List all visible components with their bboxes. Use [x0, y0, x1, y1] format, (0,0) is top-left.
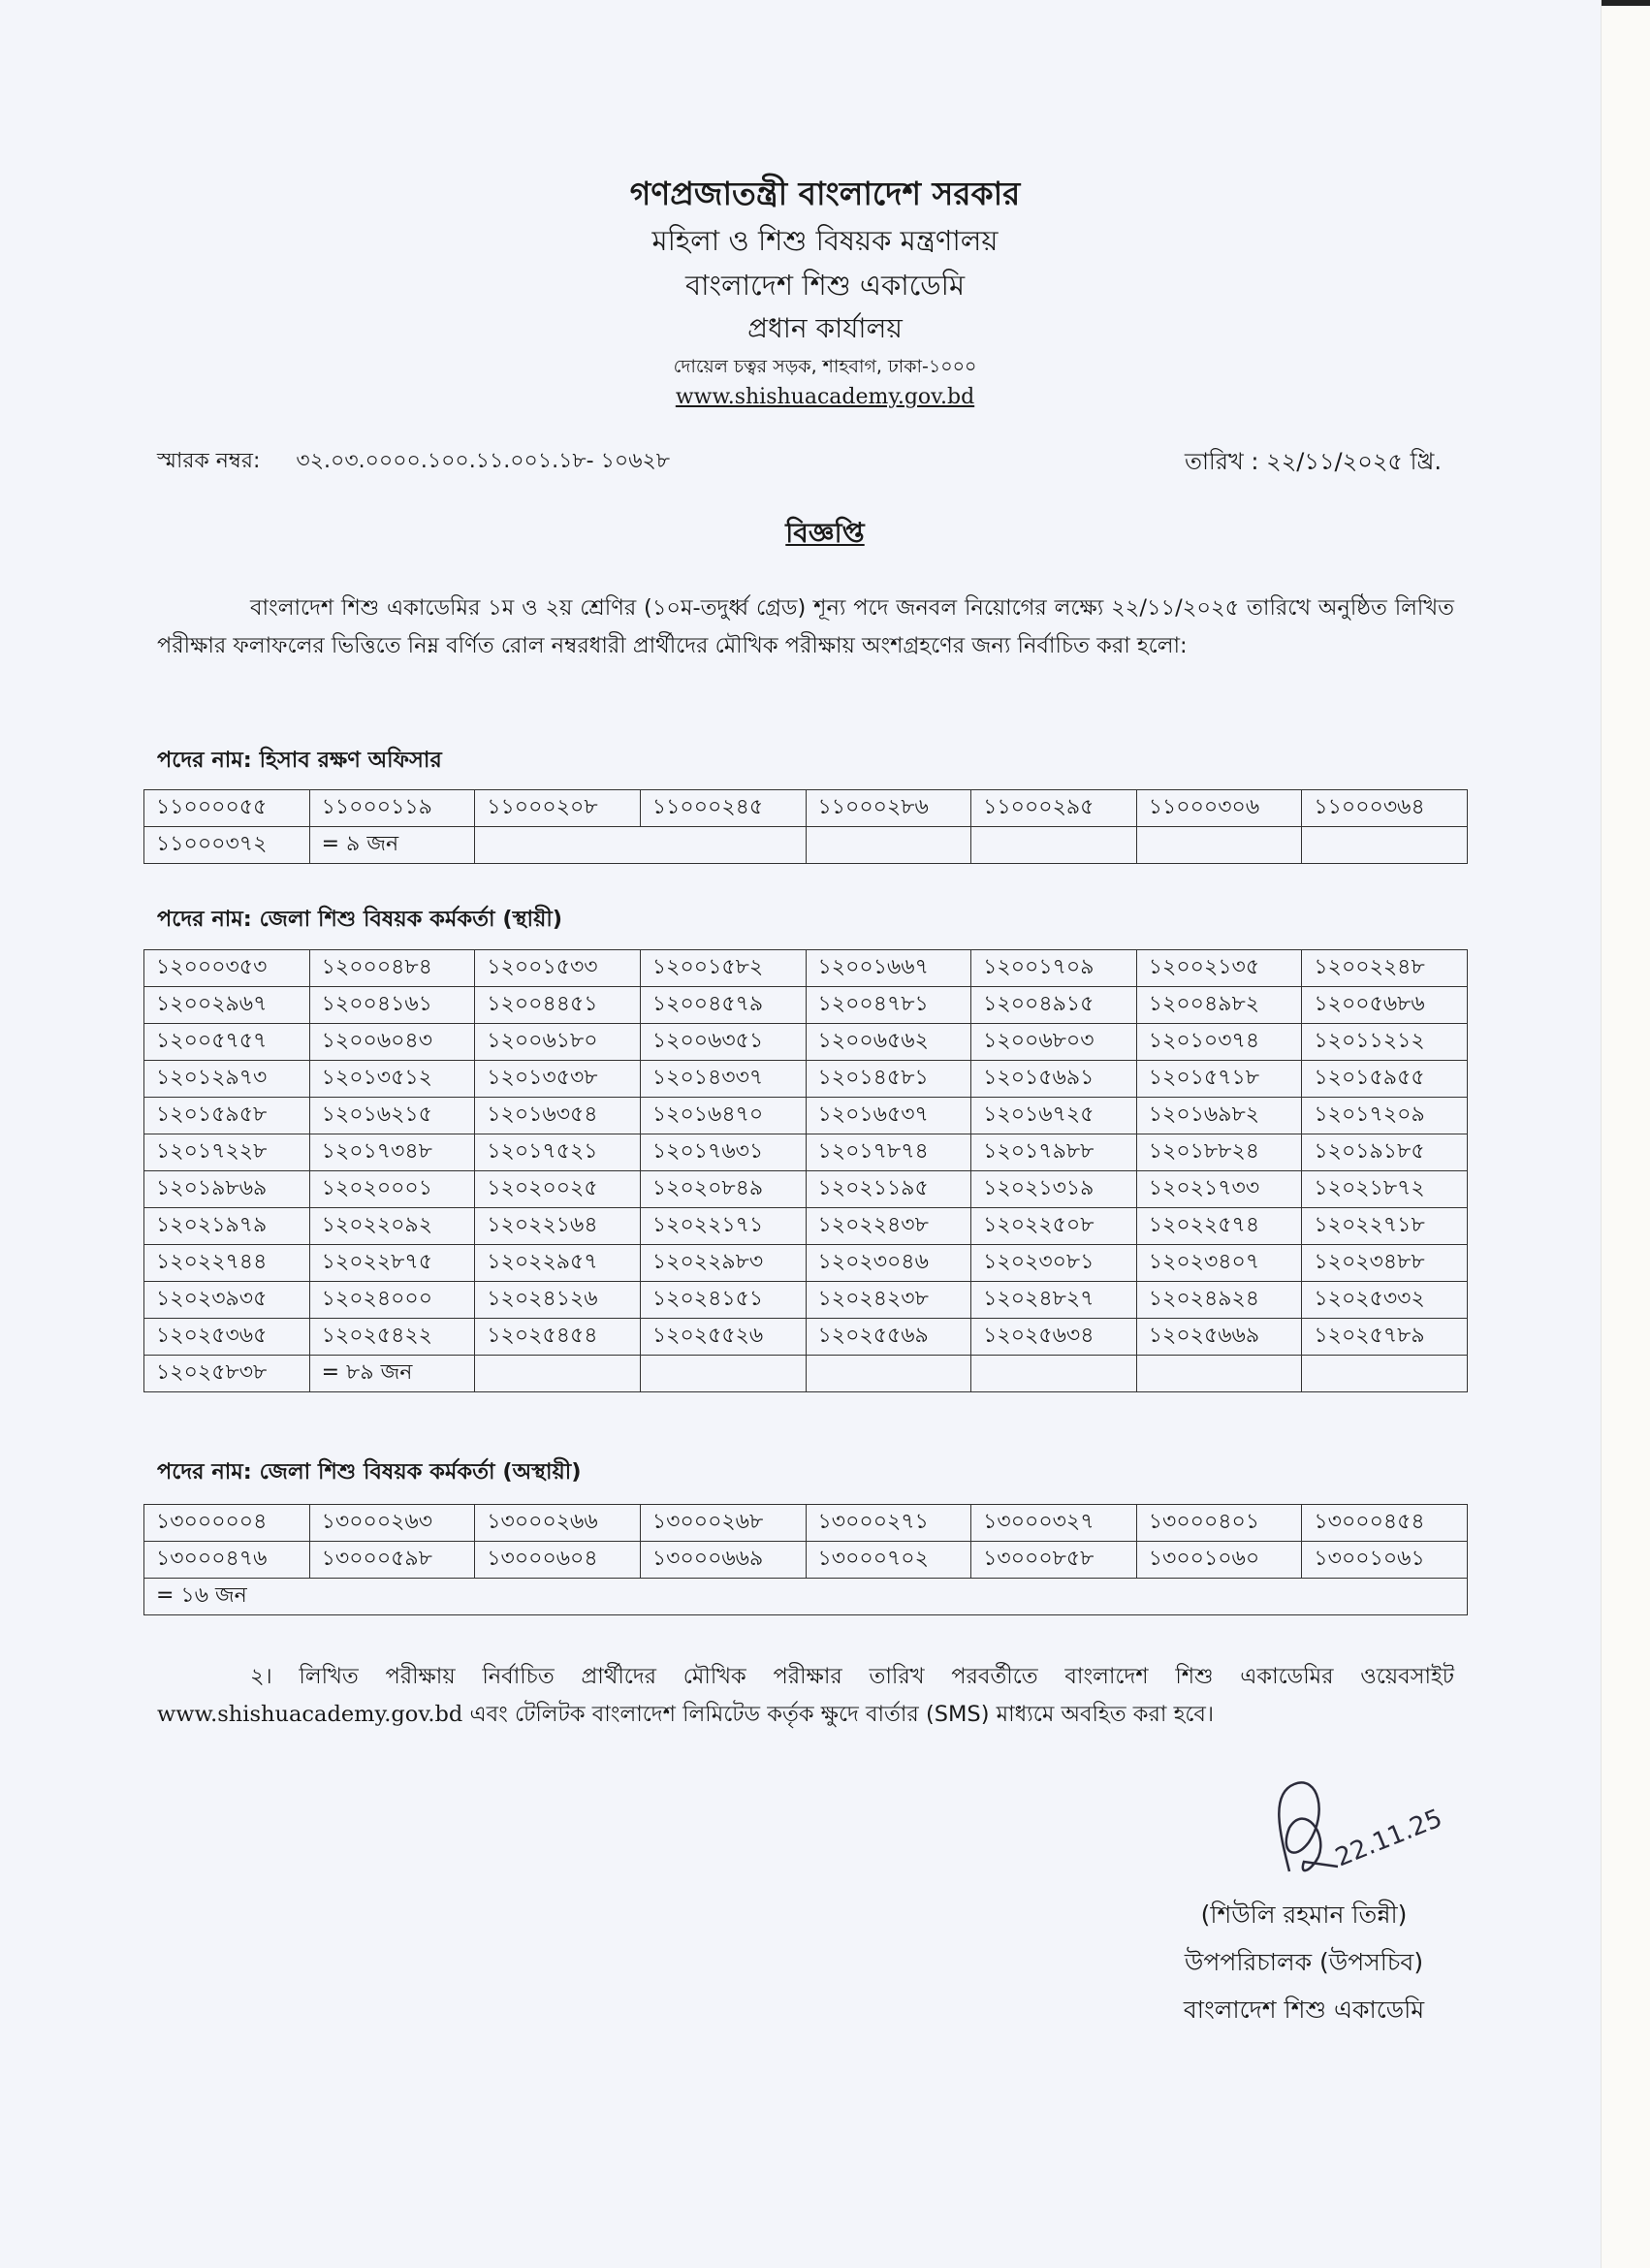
- roll-cell: ১২০২২৫৭৪: [1136, 1208, 1302, 1245]
- roll-cell: ১২০২১৩১৯: [971, 1171, 1137, 1208]
- roll-table-accounts-officer: [143, 789, 1468, 864]
- roll-cell: ১৩০০০৪৫৪: [1302, 1505, 1468, 1542]
- roll-cell: ১২০২৪৯২৪: [1136, 1282, 1302, 1319]
- intro-paragraph: [157, 590, 1454, 665]
- roll-cell: ১২০০৪৯১৫: [971, 987, 1137, 1024]
- roll-cell: ১২০২৫৫২৬: [640, 1319, 806, 1356]
- roll-cell: ১২০২২১৭১: [640, 1208, 806, 1245]
- roll-cell: ১১০০০০৫৫: [144, 790, 310, 827]
- roll-cell: ১২০১৯৮৬৯: [144, 1171, 310, 1208]
- memo-label: স্মারক নম্বর:: [157, 449, 261, 473]
- roll-cell: ১২০১৮৮২৪: [1136, 1134, 1302, 1171]
- intro-paragraph-text: বাংলাদেশ শিশু একাডেমির ১ম ও ২য় শ্রেণির (১০ম-তদুর্ধ্ব গ্রেড) শূন্য পদে জনবল নিয়োগের লক্ষ্যে ২২/১১/২০২৫ তারিখে অনুষ্ঠিত লিখিত পরীক্ষার ফলাফলের ভিত্তিতে নিম্ন বর্ণিত রোল নম্বরধারী প্রার্থীদের মৌখিক পরীক্ষায় অংশগ্রহণের জন্য নির্বাচিত করা হলো:: [157, 595, 1454, 658]
- roll-cell: ১২০২৩৪০৭: [1136, 1245, 1302, 1282]
- roll-cell: ১২০২১১৯৫: [806, 1171, 971, 1208]
- roll-cell: ১২০২৪১২৬: [475, 1282, 641, 1319]
- roll-cell: ১১০০০২৪৫: [640, 790, 806, 827]
- roll-cell: ১১০০০২৮৬: [806, 790, 971, 827]
- table-row: [144, 1282, 1468, 1319]
- empty-cell: [806, 827, 971, 864]
- roll-cell: ১১০০০৩০৬: [1136, 790, 1302, 827]
- roll-cell: ১২০১১২১২: [1302, 1024, 1468, 1061]
- roll-cell: ১২০০৬০৪৩: [309, 1024, 475, 1061]
- roll-cell: ১১০০০২৯৫: [971, 790, 1137, 827]
- website-link[interactable]: www.shishuacademy.gov.bd: [675, 385, 975, 409]
- roll-cell: ১২০১৬২১৫: [309, 1098, 475, 1134]
- roll-cell: ১২০১৫৯৫৮: [144, 1098, 310, 1134]
- section-title-district-officer-permanent: পদের নাম: জেলা শিশু বিষয়ক কর্মকর্তা (স্থায়ী): [157, 907, 563, 932]
- scan-corner-shadow: [1602, 0, 1650, 6]
- roll-cell: ১২০০২১৩৫: [1136, 950, 1302, 987]
- roll-cell: ১৩০০০৬৬৯: [640, 1542, 806, 1579]
- roll-cell: ১২০০৫৭৫৭: [144, 1024, 310, 1061]
- empty-cell: [1302, 827, 1468, 864]
- section-title-district-officer-temporary: পদের নাম: জেলা শিশু বিষয়ক কর্মকর্তা (অস্থায়ী): [157, 1459, 582, 1485]
- roll-cell: ১২০২৫৫৬৯: [806, 1319, 971, 1356]
- roll-cell: ১৩০০০৫৯৮: [309, 1542, 475, 1579]
- roll-cell: ১৩০০১০৬১: [1302, 1542, 1468, 1579]
- roll-cell: ১২০০৪৪৫১: [475, 987, 641, 1024]
- table-row: [144, 1171, 1468, 1208]
- roll-cell: ১২০২২৫০৮: [971, 1208, 1137, 1245]
- roll-cell: ১২০১৪৩৩৭: [640, 1061, 806, 1098]
- roll-cell: ১২০০১৭০৯: [971, 950, 1137, 987]
- roll-cell: ১২০০৬৮০৩: [971, 1024, 1137, 1061]
- roll-cell: ১২০০০৪৮৪: [309, 950, 475, 987]
- empty-cell: [1302, 1356, 1468, 1392]
- roll-cell: ১১০০০১১৯: [309, 790, 475, 827]
- table-row: [144, 790, 1468, 827]
- roll-cell: ১২০১৭২০৯: [1302, 1098, 1468, 1134]
- roll-cell: ১২০১৫৭১৮: [1136, 1061, 1302, 1098]
- website-link-inline[interactable]: www.shishuacademy.gov.bd: [157, 1702, 463, 1727]
- roll-cell: ১২০২২৯৫৭: [475, 1245, 641, 1282]
- organization-name: বাংলাদেশ শিশু একাডেমি: [684, 269, 966, 302]
- roll-cell: ১৩০০০৩২৭: [971, 1505, 1137, 1542]
- office-address: দোয়েল চত্বর সড়ক, শাহবাগ, ঢাকা-১০০০: [673, 356, 977, 377]
- roll-cell: ১৩০০০৬০৪: [475, 1542, 641, 1579]
- office-name: প্রধান কার্যালয়: [747, 312, 903, 344]
- roll-cell: ১১০০০৩৬৪: [1302, 790, 1468, 827]
- table-row-total: [144, 1579, 1468, 1615]
- roll-cell: ১২০২৩০৪৬: [806, 1245, 971, 1282]
- total-count-cell: = ১৬ জন: [144, 1579, 1468, 1615]
- paragraph-2-text: ২। লিখিত পরীক্ষায় নির্বাচিত প্রার্থীদের মৌখিক পরীক্ষার তারিখ পরবর্তীতে বাংলাদেশ শিশু একাডেমির ওয়েবসাইট: [250, 1664, 1454, 1689]
- empty-cell: [475, 827, 806, 864]
- roll-cell: ১২০০৪৯৮২: [1136, 987, 1302, 1024]
- roll-cell: ১২০২৫৪৫৪: [475, 1319, 641, 1356]
- total-count-cell: = ৯ জন: [309, 827, 475, 864]
- roll-cell: ১৩০০০৪৭৬: [144, 1542, 310, 1579]
- roll-cell: ১২০২৪১৫১: [640, 1282, 806, 1319]
- roll-cell: ১২০২২৭১৮: [1302, 1208, 1468, 1245]
- roll-cell: ১২০১৭২২৮: [144, 1134, 310, 1171]
- roll-cell: ১২০২১৭৩৩: [1136, 1171, 1302, 1208]
- signature-date: 22.11.25: [1331, 1804, 1446, 1873]
- memo-number: [157, 444, 670, 480]
- roll-cell: ১২০১৭৬৩১: [640, 1134, 806, 1171]
- roll-cell: ১২০০১৬৬৭: [806, 950, 971, 987]
- roll-cell: ১২০২৫৮৩৮: [144, 1356, 310, 1392]
- signatory-block: [1115, 1891, 1493, 2033]
- roll-cell: ১২০০১৫৩৩: [475, 950, 641, 987]
- roll-cell: ১২০২১৮৭২: [1302, 1171, 1468, 1208]
- table-row: [144, 1319, 1468, 1356]
- roll-cell: ১৩০০০৮৫৮: [971, 1542, 1137, 1579]
- notice-paragraph-2: [157, 1658, 1454, 1734]
- empty-cell: [1136, 1356, 1302, 1392]
- roll-cell: ১২০১৬৪৭০: [640, 1098, 806, 1134]
- roll-cell: ১২০০৬৩৫১: [640, 1024, 806, 1061]
- roll-cell: ১২০২২০৯২: [309, 1208, 475, 1245]
- roll-cell: ১১০০০৩৭২: [144, 827, 310, 864]
- roll-cell: ১২০২৫৩৩২: [1302, 1282, 1468, 1319]
- roll-cell: ১২০২৫৭৮৯: [1302, 1319, 1468, 1356]
- paragraph-2-text-end: এবং টেলিটক বাংলাদেশ লিমিটেড কর্তৃক ক্ষুদে বার্তার (SMS) মাধ্যমে অবহিত করা হবে।: [462, 1702, 1215, 1727]
- roll-cell: ১৩০০০২৭১: [806, 1505, 971, 1542]
- roll-cell: ১২০২২৮৭৫: [309, 1245, 475, 1282]
- roll-cell: ১৩০০১০৬০: [1136, 1542, 1302, 1579]
- roll-cell: ১২০১৭৫২১: [475, 1134, 641, 1171]
- roll-cell: ১২০২২৭৪৪: [144, 1245, 310, 1282]
- handwritten-signature: [1251, 1774, 1483, 1891]
- empty-cell: [1136, 827, 1302, 864]
- roll-cell: ১২০০০৩৫৩: [144, 950, 310, 987]
- roll-cell: ১২০১৫৬৯১: [971, 1061, 1137, 1098]
- empty-cell: [806, 1356, 971, 1392]
- roll-cell: ১২০২৪৮২৭: [971, 1282, 1137, 1319]
- roll-cell: ১২০২০০০১: [309, 1171, 475, 1208]
- empty-cell: [971, 1356, 1137, 1392]
- table-row: [144, 1024, 1468, 1061]
- roll-cell: ১৩০০০৭০২: [806, 1542, 971, 1579]
- roll-cell: ১২০২৫৩৬৫: [144, 1319, 310, 1356]
- table-row: [144, 1061, 1468, 1098]
- roll-cell: ১২০১৪৫৮১: [806, 1061, 971, 1098]
- roll-table-district-officer-permanent: [143, 949, 1468, 1392]
- roll-cell: ১২০২২৯৮৩: [640, 1245, 806, 1282]
- roll-cell: ১৩০০০০০৪: [144, 1505, 310, 1542]
- roll-cell: ১২০২২৪৩৮: [806, 1208, 971, 1245]
- roll-cell: ১২০২৩৯৩৫: [144, 1282, 310, 1319]
- roll-cell: ১২০২৩৪৮৮: [1302, 1245, 1468, 1282]
- roll-cell: ১২০২৩০৮১: [971, 1245, 1137, 1282]
- roll-cell: ১২০২২১৬৪: [475, 1208, 641, 1245]
- table-row: [144, 950, 1468, 987]
- roll-cell: ১২০০২৯৬৭: [144, 987, 310, 1024]
- roll-cell: ১২০১৬৫৩৭: [806, 1098, 971, 1134]
- notice-title: [0, 512, 1650, 558]
- roll-cell: ১২০০৬১৮০: [475, 1024, 641, 1061]
- roll-cell: ১২০০৬৫৬২: [806, 1024, 971, 1061]
- roll-cell: ১২০১০৩৭৪: [1136, 1024, 1302, 1061]
- roll-cell: ১২০১৭৯৮৮: [971, 1134, 1137, 1171]
- table-row: [144, 1505, 1468, 1542]
- roll-cell: ১২০২৫৬৩৪: [971, 1319, 1137, 1356]
- empty-cell: [971, 827, 1137, 864]
- roll-cell: ১২০০২২৪৮: [1302, 950, 1468, 987]
- roll-cell: ১২০২০০২৫: [475, 1171, 641, 1208]
- signatory-designation: উপপরিচালক (উপসচিব): [1184, 1948, 1424, 1976]
- roll-cell: ১২০১২৯৭৩: [144, 1061, 310, 1098]
- roll-cell: ১২০১৩৫১২: [309, 1061, 475, 1098]
- roll-cell: ১২০১৭৮৭৪: [806, 1134, 971, 1171]
- roll-cell: ১২০২১৯৭৯: [144, 1208, 310, 1245]
- roll-cell: ১২০১৬৯৮২: [1136, 1098, 1302, 1134]
- roll-cell: ১২০১৬৭২৫: [971, 1098, 1137, 1134]
- table-row: [144, 1356, 1468, 1392]
- roll-cell: ১৩০০০৪০১: [1136, 1505, 1302, 1542]
- roll-cell: ১২০১৯১৮৫: [1302, 1134, 1468, 1171]
- empty-cell: [640, 1356, 806, 1392]
- table-row: [144, 1208, 1468, 1245]
- government-name: গণপ্রজাতন্ত্রী বাংলাদেশ সরকার: [629, 175, 1021, 212]
- table-row: [144, 1098, 1468, 1134]
- table-row: [144, 987, 1468, 1024]
- roll-cell: ১২০১৭৩৪৮: [309, 1134, 475, 1171]
- table-row: [144, 1245, 1468, 1282]
- roll-table-district-officer-temporary: [143, 1504, 1468, 1615]
- issue-date: তারিখ : ২২/১১/২০২৫ খ্রি.: [1184, 448, 1442, 475]
- roll-cell: ১২০১৫৯৫৫: [1302, 1061, 1468, 1098]
- ministry-name: মহিলা ও শিশু বিষয়ক মন্ত্রণালয়: [651, 224, 999, 257]
- roll-cell: ১২০২৫৬৬৯: [1136, 1319, 1302, 1356]
- signatory-name: (শিউলি রহমান তিন্নী): [1200, 1901, 1408, 1929]
- roll-cell: ১১০০০২০৮: [475, 790, 641, 827]
- table-row: [144, 827, 1468, 864]
- memo-value: ৩২.০৩.০০০০.১০০.১১.০০১.১৮- ১০৬২৮: [296, 449, 671, 473]
- roll-cell: ১২০২৪২৩৮: [806, 1282, 971, 1319]
- letterhead: [0, 170, 1650, 412]
- table-row: [144, 1542, 1468, 1579]
- roll-cell: ১২০১৬৩৫৪: [475, 1098, 641, 1134]
- roll-cell: ১২০২০৮৪৯: [640, 1171, 806, 1208]
- roll-cell: ১২০০১৫৮২: [640, 950, 806, 987]
- roll-cell: ১২০০৪১৬১: [309, 987, 475, 1024]
- roll-cell: ১২০০৫৬৮৬: [1302, 987, 1468, 1024]
- roll-cell: ১২০১৩৫৩৮: [475, 1061, 641, 1098]
- empty-cell: [475, 1356, 641, 1392]
- roll-cell: ১২০০৪৭৮১: [806, 987, 971, 1024]
- roll-cell: ১২০০৪৫৭৯: [640, 987, 806, 1024]
- roll-cell: ১৩০০০২৬৮: [640, 1505, 806, 1542]
- total-count-cell: = ৮৯ জন: [309, 1356, 475, 1392]
- table-row: [144, 1134, 1468, 1171]
- section-title-accounts-officer: পদের নাম: হিসাব রক্ষণ অফিসার: [157, 748, 442, 773]
- roll-cell: ১৩০০০২৬৬: [475, 1505, 641, 1542]
- roll-cell: ১২০২৪০০০: [309, 1282, 475, 1319]
- roll-cell: ১৩০০০২৬৩: [309, 1505, 475, 1542]
- roll-cell: ১২০২৫৪২২: [309, 1319, 475, 1356]
- signatory-organization: বাংলাদেশ শিশু একাডেমি: [1183, 1996, 1425, 2024]
- notice-title-text: বিজ্ঞপ্তি: [785, 517, 865, 549]
